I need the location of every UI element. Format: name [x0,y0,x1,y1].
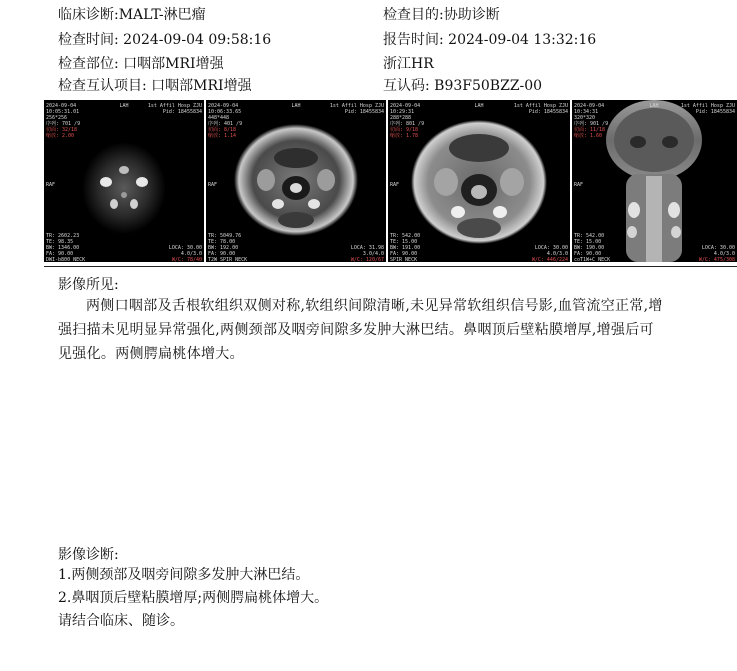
findings-heading: 影像所见: [58,277,119,293]
findings-text: 两侧口咽部及舌根软组织双侧对称,软组织间隙清晰,未见异常软组织信号影,血管流空正常,增强扫描未见明显异常强化,两侧颈部及咽旁间隙多发肿大淋巴结。鼻咽顶后壁粘膜增厚,增强后可见强化。两侧腭扁桃体增大。 [58,298,663,362]
section-divider [44,266,737,267]
overlay-date: 2024-09-04 [46,103,77,109]
overlay-institution: 1st Affil Hosp ZJU [329,103,384,109]
mri-image-strip [44,100,737,262]
overlay-bw: BW: 190.00 [574,245,605,251]
overlay-thickness: 4.0/3.0 [180,251,202,257]
overlay-thickness: 4.0/3.0 [546,251,568,257]
overlay-slice: 切面: 32/18 [46,127,78,133]
overlay-slice: 切面: 8/18 [208,127,237,133]
overlay-te: TE: 15.00 [390,239,418,245]
overlay-matrix: 256*256 [46,115,68,121]
overlay-zoom: 缩放: 1.60 [574,133,603,139]
overlay-institution: 1st Affil Hosp ZJU [513,103,568,109]
overlay-orientation: RAF [390,182,400,188]
exam-purpose: 检查目的:协助诊断 [383,7,500,23]
overlay-fa: FA: 90.00 [574,251,602,257]
mri-image-dwi-axial[interactable] [44,100,204,262]
overlay-bw: BW: 1346.00 [46,245,80,251]
overlay-date: 2024-09-04 [574,103,605,109]
overlay-window: W/C: 446/224 [531,257,568,262]
overlay-matrix: 288*288 [390,115,412,121]
overlay-fa: FA: 90.00 [390,251,418,257]
overlay-window: W/C: 475/308 [698,257,735,262]
overlay-thickness: 4.0/3.0 [713,251,735,257]
overlay-loca: LOCA: 30.00 [701,245,735,251]
overlay-sequence: SPIR NECK [390,257,418,262]
overlay-loca: LOCA: 30.00 [168,245,202,251]
overlay-window: W/C: 78/40 [171,257,202,262]
overlay-tr: TR: 5049.76 [208,233,242,239]
overlay-series: 序列: 401 /9 [208,121,243,127]
overlay-zoom: 缩放: 2.00 [46,133,75,139]
overlay-bw: BW: 191.00 [390,245,421,251]
overlay-time: 10:34:31 [574,109,599,115]
overlay-pid: Pid: 18455834 [528,109,568,115]
diagnosis-heading: 影像诊断: [58,547,119,563]
report-time: 报告时间: 2024-09-04 13:32:16 [383,32,597,48]
overlay-date: 2024-09-04 [390,103,421,109]
overlay-orientation: RAF [46,182,56,188]
diagnosis-line: 2.鼻咽顶后壁粘膜增厚;两侧腭扁桃体增大。 [58,590,329,606]
overlay-institution: 1st Affil Hosp ZJU [147,103,202,109]
diagnosis-line: 1.两侧颈部及咽旁间隙多发肿大淋巴结。 [58,567,310,583]
overlay-operator: LAH [474,103,484,109]
overlay-bw: BW: 192.00 [208,245,239,251]
mutual-recognition-item: 检查互认项目: 口咽部MRI增强 [58,78,252,94]
overlay-date: 2024-09-04 [208,103,239,109]
mri-image-t1-contrast-coronal[interactable] [572,100,737,262]
overlay-tr: TR: 542.00 [574,233,605,239]
mri-image-t2-axial[interactable] [206,100,386,262]
exam-time: 检查时间: 2024-09-04 09:58:16 [58,32,272,48]
overlay-te: TE: 15.00 [574,239,602,245]
exam-site: 检查部位: 口咽部MRI增强 [58,56,224,72]
overlay-fa: FA: 90.00 [46,251,74,257]
overlay-tr: TR: 2602.23 [46,233,80,239]
overlay-fa: FA: 90.00 [208,251,236,257]
overlay-operator: LAH [291,103,301,109]
overlay-sequence: T2W_SPIR NECK [208,257,248,262]
overlay-sequence: coT1W+C NECK [574,257,611,262]
overlay-pid: Pid: 18455834 [162,109,202,115]
diagnosis-recommendation: 请结合临床、随诊。 [58,613,184,629]
overlay-loca: LOCA: 31.98 [350,245,384,251]
overlay-series: 序列: 701 /9 [46,121,81,127]
overlay-series: 序列: 901 /9 [574,121,609,127]
overlay-tr: TR: 542.00 [390,233,421,239]
mri-image-t1-contrast-axial[interactable] [388,100,570,262]
overlay-window: W/C: 120/67 [350,257,384,262]
clinical-diagnosis: 临床诊断:MALT-淋巴瘤 [58,7,206,23]
overlay-institution: 1st Affil Hosp ZJU [680,103,735,109]
overlay-sequence: DWI-b800 NECK [46,257,86,262]
hospital-region: 浙江HR [383,56,434,72]
overlay-matrix: 320*320 [574,115,596,121]
overlay-te: TE: 78.00 [208,239,236,245]
overlay-loca: LOCA: 30.00 [534,245,568,251]
overlay-thickness: 3.0/4.0 [362,251,384,257]
overlay-zoom: 缩放: 1.78 [390,133,419,139]
overlay-te: TE: 98.35 [46,239,74,245]
overlay-matrix: 448*448 [208,115,230,121]
overlay-slice: 切面: 11/18 [574,127,606,133]
overlay-time: 10:05:31.01 [46,109,80,115]
overlay-zoom: 缩放: 1.14 [208,133,237,139]
overlay-slice: 切面: 9/18 [390,127,419,133]
overlay-operator: LAH [119,103,129,109]
overlay-operator: LAH [649,103,659,109]
overlay-series: 序列: 801 /9 [390,121,425,127]
overlay-orientation: RAF [574,182,584,188]
overlay-pid: Pid: 18455834 [344,109,384,115]
overlay-pid: Pid: 18455834 [695,109,735,115]
overlay-orientation: RAF [208,182,218,188]
mutual-recognition-code: 互认码: B93F50BZZ-00 [383,78,543,94]
overlay-time: 10:29:31 [390,109,415,115]
overlay-time: 10:06:33.65 [208,109,242,115]
